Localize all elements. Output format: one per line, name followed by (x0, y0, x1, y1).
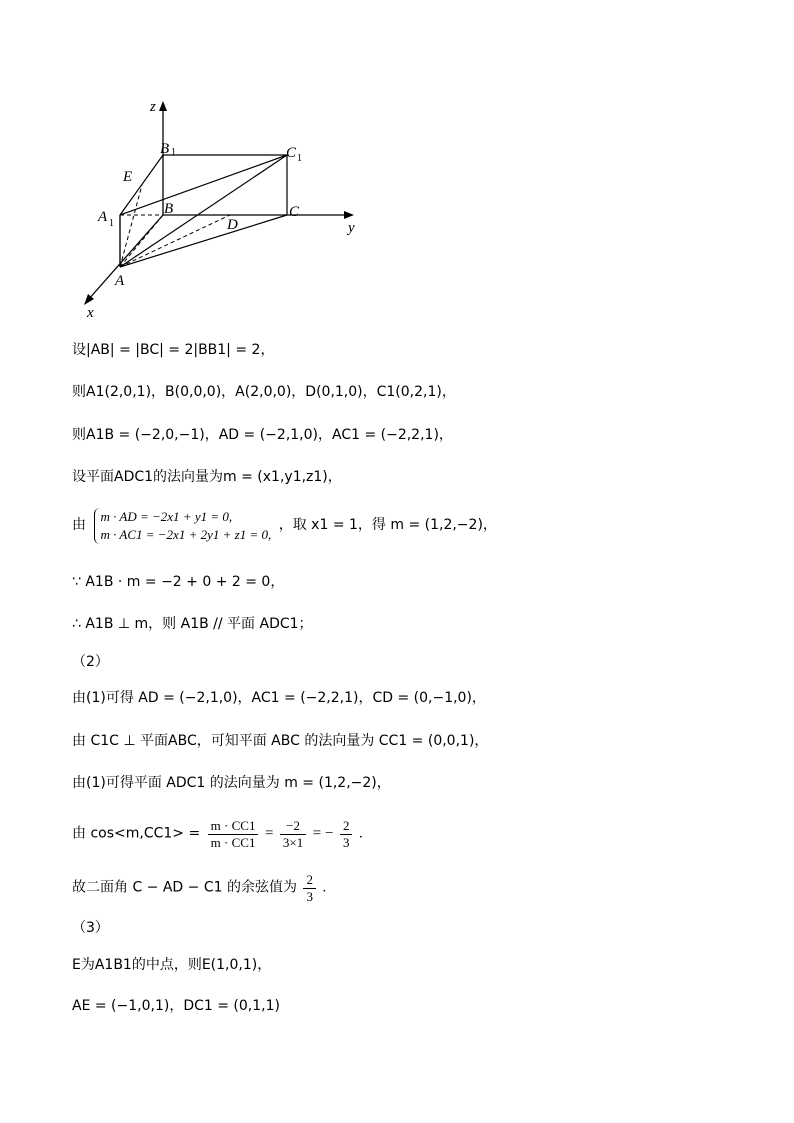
z-arrow (159, 101, 167, 111)
line-10: 由(1)可得平面 ADC1 的法向量为 m = (1,2,−2)， (72, 775, 391, 791)
line-5: 由 m · AD = −2x1 + y1 = 0, m · AC1 = −2x1 + 2y1 + z1 = 0, ，取 x1 = 1，得 m = (1,2,−2)， (72, 509, 497, 542)
solid-edges (120, 155, 287, 267)
svg-text:1: 1 (297, 153, 302, 164)
part-3-heading: （3） (72, 920, 109, 936)
label-e: E (123, 169, 133, 185)
equation-system: m · AD = −2x1 + y1 = 0, m · AC1 = −2x1 + 2y1 + z1 = 0, (94, 508, 272, 544)
line-13: E为A1B1的中点，则E(1,0,1)， (72, 957, 272, 973)
label-c1: C (286, 145, 297, 161)
line-7: ∴ A1B ⊥ m，则 A1B // 平面 ADC1； (72, 616, 313, 632)
y-arrow (344, 211, 354, 219)
line-8: 由(1)可得 AD = (−2,1,0)，AC1 = (−2,2,1)，CD = (0,−1,0)， (72, 690, 486, 706)
line-9: 由 C1C ⊥ 平面ABC，可知平面 ABC 的法向量为 CC1 = (0,0,1)， (72, 733, 489, 749)
dihedral-fraction: $\frac{2}{3}$ (303, 872, 316, 905)
line-14: AE = (−1,0,1)，DC1 = (0,1,1) (72, 998, 280, 1014)
label-b: B (164, 201, 174, 217)
line-4: 设平面ADC1的法向量为m = (x1,y1,z1)， (72, 469, 342, 485)
line-1: 设|AB| = |BC| = 2|BB1| = 2， (72, 342, 275, 358)
cos-fraction-2: $\frac{-2}{3\times 1}$ (280, 818, 306, 851)
label-y: y (348, 220, 355, 236)
label-c: C (289, 204, 300, 220)
cos-fraction-1: $\frac{m \cdot CC1}{m \cdot CC1}$ (208, 818, 259, 851)
cos-fraction-3: $\frac{2}{3}$ (340, 818, 353, 851)
line-11: 由 cos<m,CC1> = $\frac{m \cdot CC1}{m \cdot CC1}$ = $\frac{-2}{3\times 1}$ = − $\frac{2}{3}$ . (72, 818, 363, 850)
label-z: z (150, 99, 156, 115)
line-12: 故二面角 C − AD − C1 的余弦值为 $\frac{2}{3}$ . (72, 872, 327, 904)
label-x: x (87, 305, 94, 321)
label-a: A (115, 273, 125, 289)
line-6: ∵ A1B · m = −2 + 0 + 2 = 0， (72, 574, 285, 590)
part-2-heading: （2） (72, 654, 109, 670)
label-b1: B (160, 141, 170, 157)
geometry-figure (70, 95, 370, 325)
line-2: 则A1(2,0,1)，B(0,0,0)，A(2,0,0)，D(0,1,0)，C1(0,2,1)， (72, 384, 456, 400)
svg-text:1: 1 (171, 147, 176, 158)
label-a1: A (98, 209, 108, 225)
line-3: 则A1B = (−2,0,−1)，AD = (−2,1,0)，AC1 = (−2,2,1)， (72, 427, 453, 443)
label-d: D (227, 217, 238, 233)
svg-text:1: 1 (109, 218, 114, 229)
